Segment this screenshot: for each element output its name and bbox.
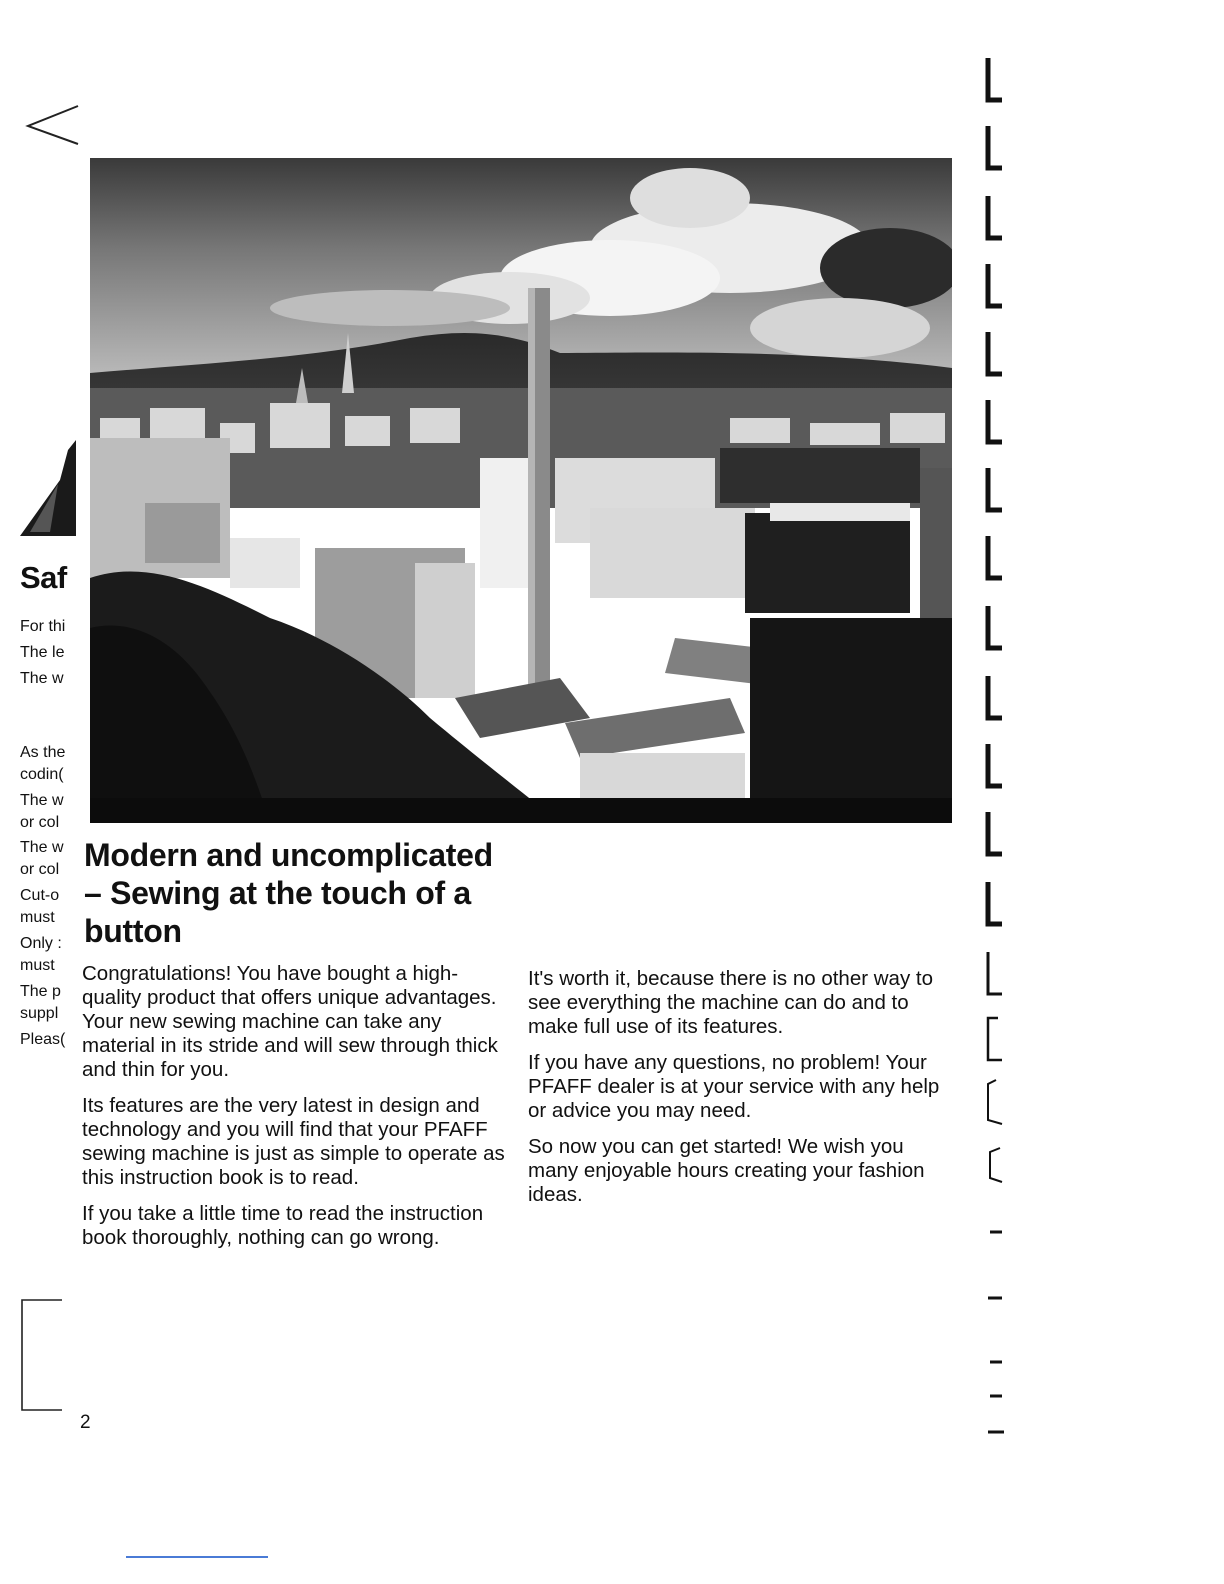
left-page-text-fragment: Only : xyxy=(20,935,62,952)
left-page-text-fragment: The w xyxy=(20,670,64,687)
paragraph: Congratulations! You have bought a high-quality product that offers unique advantages. Your new sewing machine can take any material in its stride and will sew through thick and thin for you. xyxy=(82,962,498,1081)
left-page-text-fragment: The w xyxy=(20,792,64,809)
left-page-text-fragment: The le xyxy=(20,644,65,661)
article-heading: Modern and uncomplicated – Sewing at the touch of a button xyxy=(84,837,493,949)
left-page-text-fragment: must xyxy=(20,909,55,926)
left-page-text-fragment: As the xyxy=(20,744,66,761)
paragraph: If you take a little time to read the instruction book thoroughly, nothing can go wrong. xyxy=(82,1202,484,1249)
left-page-heading-fragment: Saf xyxy=(20,560,67,595)
left-page-text-fragment: suppl xyxy=(20,1005,59,1022)
left-text-column xyxy=(82,962,512,1262)
paragraph: Its features are the very latest in design and technology and you will find that your PFAFF sewing machine is just as simple to operate as this instruction book is to read. xyxy=(82,1094,505,1189)
left-page-text-fragment: For thi xyxy=(20,618,66,635)
left-page-text-fragment: Pleas( xyxy=(20,1031,66,1048)
bottom-rule xyxy=(126,1556,268,1558)
factory-cityscape-photo-icon xyxy=(90,158,952,823)
chevron-left-icon xyxy=(22,100,82,150)
left-page-text-fragment: Cut-o xyxy=(20,887,60,904)
left-page-text-fragment: codin( xyxy=(20,766,64,783)
page-number: 2 xyxy=(80,1412,91,1433)
factory-photo xyxy=(90,158,952,823)
left-page-text-fragment: must xyxy=(20,957,55,974)
left-page-text-fragment: or col xyxy=(20,861,60,878)
paragraph: So now you can get started! We wish you many enjoyable hours creating your fashion ideas. xyxy=(528,1135,925,1206)
left-page-text-fragment: The w xyxy=(20,839,64,856)
page-corner-bracket xyxy=(18,1296,68,1416)
section-logo-fragment xyxy=(20,440,76,540)
left-page-text-fragment: or col xyxy=(20,814,60,831)
paragraph: If you have any questions, no problem! Your PFAFF dealer is at your service with any help or advice you may need. xyxy=(528,1051,940,1122)
right-text-column xyxy=(528,967,958,1219)
paragraph: It's worth it, because there is no other way to see everything the machine can do and to make full use of its features. xyxy=(528,967,934,1038)
left-page-text-fragment: The p xyxy=(20,983,61,1000)
spiral-binding-marks xyxy=(968,40,1018,1460)
